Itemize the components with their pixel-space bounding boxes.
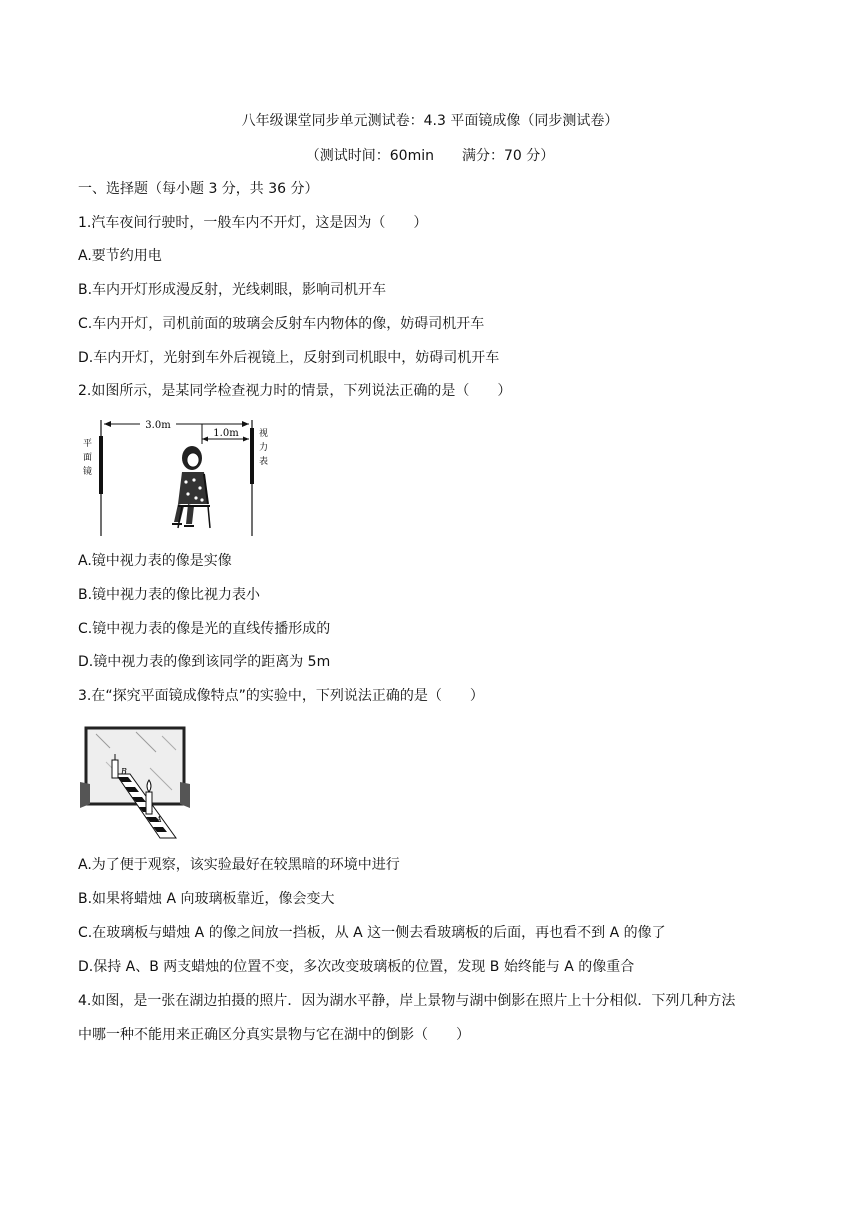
distance-total-label: 3.0m [145,420,171,431]
question-3-option-c: C.在玻璃板与蜡烛 A 的像之间放一挡板，从 A 这一侧去看玻璃板的后面，再也看不到 A 的像了 [78,925,666,941]
mirror-label-3: 镜 [83,467,93,477]
question-1-option-d: D.车内开灯，光射到车外后视镜上，反射到司机眼中，妨碍司机开车 [78,350,500,366]
eye-test-figure [78,412,278,538]
page-subtitle: （测试时间：60min 满分：70 分） [305,148,555,164]
chart-label-3: 表 [259,457,269,467]
question-1-option-c: C.车内开灯，司机前面的玻璃会反射车内物体的像，妨碍司机开车 [78,316,485,332]
question-2-option-b: B.镜中视力表的像比视力表小 [78,587,261,603]
chart-label-2: 力 [259,443,269,453]
question-1-stem: 1.汽车夜间行驶时，一般车内不开灯，这是因为（ ） [78,215,428,231]
question-2-option-a: A.镜中视力表的像是实像 [78,553,232,569]
question-4-stem-line1: 4.如图，是一张在湖边拍摄的照片．因为湖水平静，岸上景物与湖中倒影在照片上十分相似．下列几种方法 [78,993,736,1009]
candle-b-label: B [121,767,127,776]
question-3-option-a: A.为了便于观察，该实验最好在较黑暗的环境中进行 [78,857,400,873]
mirror-label-2: 面 [83,453,93,463]
question-4-stem-line2: 中哪一种不能用来正确区分真实景物与它在湖中的倒影（ ） [78,1027,470,1043]
page-title: 八年级课堂同步单元测试卷：4.3 平面镜成像（同步测试卷） [241,113,619,129]
section-heading: 一、选择题（每小题 3 分，共 36 分） [78,181,319,197]
student-icon [172,446,210,528]
question-1-option-a: A.要节约用电 [78,248,162,264]
chart-label-1: 视 [259,429,269,439]
question-1-option-b: B.车内开灯形成漫反射，光线刺眼，影响司机开车 [78,282,387,298]
question-2-option-c: C.镜中视力表的像是光的直线传播形成的 [78,621,331,637]
question-3-option-d: D.保持 A、B 两支蜡烛的位置不变，多次改变玻璃板的位置，发现 B 始终能与 A 的像重合 [78,959,635,975]
question-2-stem: 2.如图所示，是某同学检查视力时的情景，下列说法正确的是（ ） [78,383,512,399]
mirror-label-1: 平 [83,439,93,449]
question-3-stem: 3.在“探究平面镜成像特点”的实验中，下列说法正确的是（ ） [78,688,484,704]
distance-inner-label: 1.0m [213,428,239,439]
candle-a-icon [146,780,152,814]
mirror-experiment-figure [76,722,196,842]
candle-a-label: A [156,815,162,824]
question-2-option-d: D.镜中视力表的像到该同学的距离为 5m [78,654,331,670]
question-3-option-b: B.如果将蜡烛 A 向玻璃板靠近，像会变大 [78,891,335,907]
